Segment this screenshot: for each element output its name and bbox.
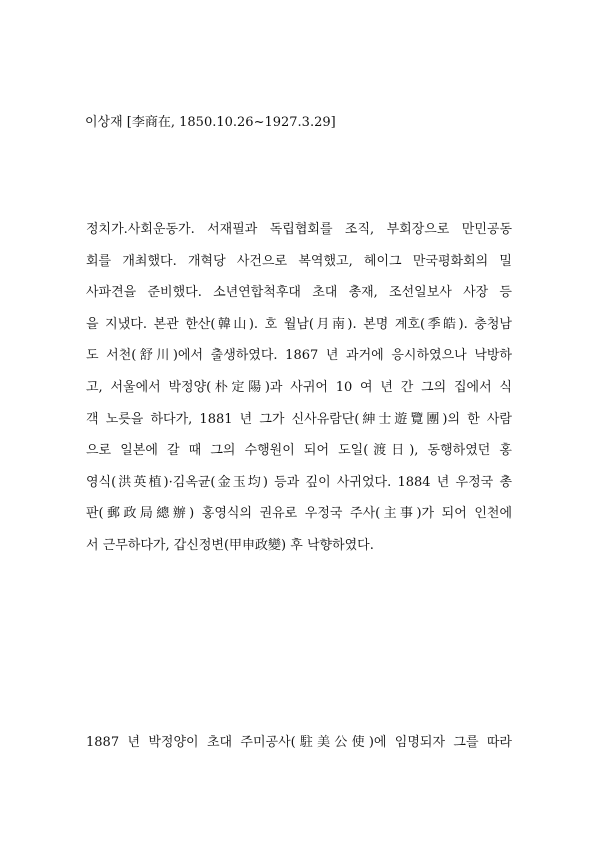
paragraph-line: 고, 서울에서 박정양(朴定陽)과 사귀어 10 여 년 간 그의 집에서 식 bbox=[86, 379, 512, 395]
paragraph-line: 객 노릇을 하다가, 1881 년 그가 신사유람단(紳士遊覽團)의 한 사람 bbox=[86, 411, 512, 427]
biography-paragraph bbox=[86, 221, 512, 569]
paragraph-line: 회를 개최했다. 개혁당 사건으로 복역했고, 헤이그 만국평화회의 밀 bbox=[86, 253, 512, 269]
paragraph-line: 서 근무하다가, 갑신정변(甲申政變) 후 낙향하였다. bbox=[86, 537, 374, 553]
continuation-paragraph bbox=[86, 734, 512, 766]
entry-heading: 이상재 [李商在, 1850.10.26~1927.3.29] bbox=[85, 115, 336, 130]
paragraph-line: 판(郵政局總辦) 홍영식의 권유로 우정국 주사(主事)가 되어 인천에 bbox=[86, 506, 512, 522]
paragraph-line: 영식(洪英植)·김옥균(金玉均) 등과 깊이 사귀었다. 1884 년 우정국 총 bbox=[86, 474, 512, 490]
paragraph-line: 으로 일본에 갈 때 그의 수행원이 되어 도일(渡日), 동행하였던 홍 bbox=[86, 443, 512, 459]
paragraph-line: 1887 년 박정양이 초대 주미공사(駐美公使)에 임명되자 그를 따라 bbox=[86, 735, 512, 750]
paragraph-line: 을 지냈다. 본관 한산(韓山). 호 월남(月南). 본명 계호(季皓). 충청남 bbox=[86, 316, 512, 332]
paragraph-line: 정치가.사회운동가. 서재필과 독립협회를 조직, 부회장으로 만민공동 bbox=[86, 222, 512, 237]
paragraph-line: 사파견을 준비했다. 소년연합척후대 초대 총재, 조선일보사 사장 등 bbox=[86, 285, 512, 301]
paragraph-line: 도 서천(舒川)에서 출생하였다. 1867 년 과거에 응시하였으나 낙방하 bbox=[86, 348, 512, 364]
